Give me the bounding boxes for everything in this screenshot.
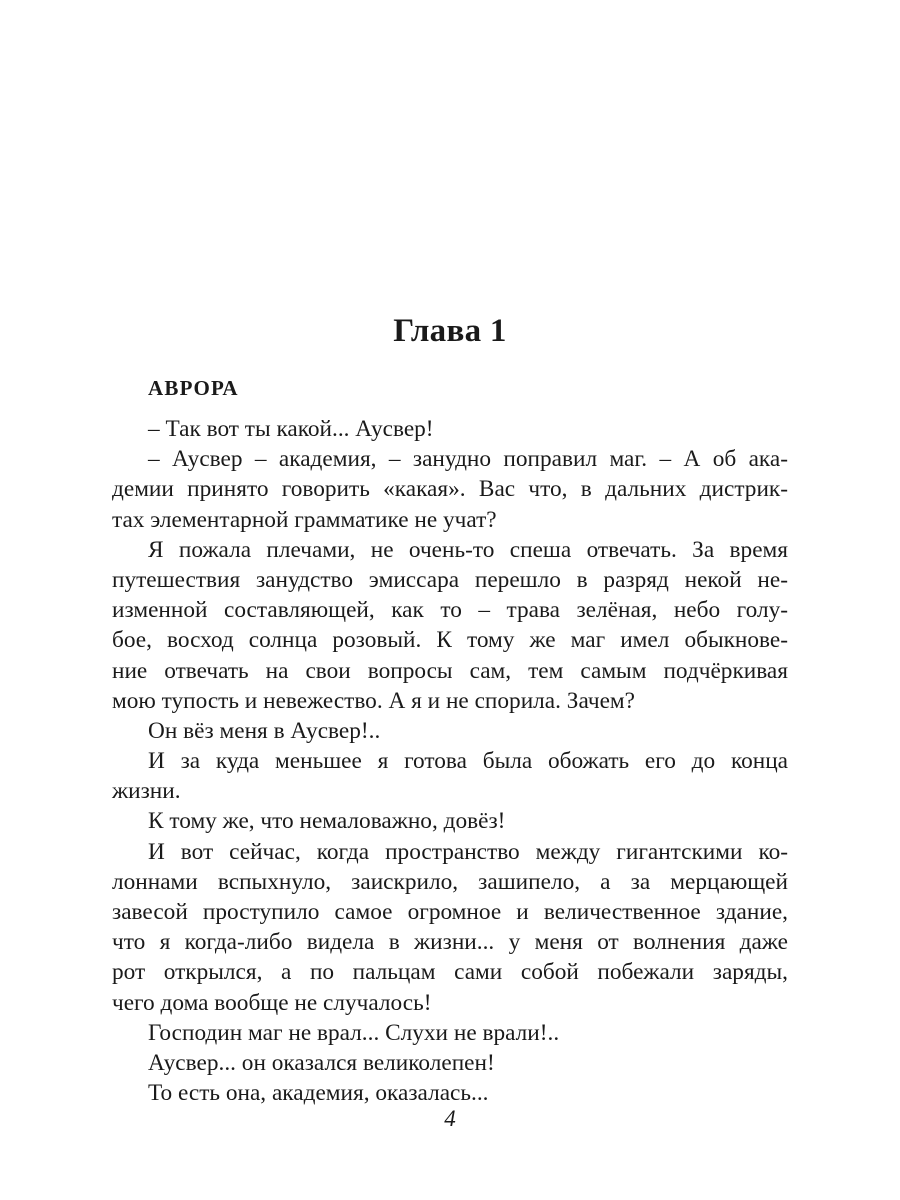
text-line: изменной составляющей, как то – трава зелёная, небо голу- <box>112 597 788 624</box>
text-line: жизни. <box>112 778 181 805</box>
text-line: бое, восход солнца розовый. К тому же маг имел обыкнове- <box>112 627 788 654</box>
text-line: Господин маг не врал... Слухи не врали!.. <box>148 1019 560 1046</box>
section-heading: АВРОРА <box>148 376 239 400</box>
text-line: – Так вот ты какой... Аусвер! <box>148 416 434 442</box>
text-line: завесой проступило самое огромное и величественное здание, <box>112 899 788 925</box>
text-line: лоннами вспыхнуло, заискрило, зашипело, а за мерцающей <box>112 868 788 895</box>
body-text <box>112 414 788 1108</box>
text-line: Я пожала плечами, не очень-то спеша отвечать. За время <box>148 536 788 563</box>
text-line: И вот сейчас, когда пространство между гигантскими ко- <box>148 838 788 865</box>
text-line: Аусвер... он оказался великолепен! <box>148 1049 495 1076</box>
text-line: путешествия занудство эмиссара перешло в разряд некой не- <box>112 566 788 593</box>
text-line: И за куда меньшее я готова была обожать его до конца <box>148 748 788 775</box>
text-line: демии принято говорить «какая». Вас что, в дальних дистрик- <box>112 476 788 503</box>
text-line: что я когда-либо видела в жизни... у меня от волнения даже <box>112 929 788 956</box>
chapter-title: Глава 1 <box>393 313 507 349</box>
page-number: 4 <box>444 1106 456 1131</box>
text-line: мою тупость и невежество. А я и не спорила. Зачем? <box>112 687 635 714</box>
text-line: чего дома вообще не случалось! <box>112 989 432 1016</box>
text-line: тах элементарной грамматике не учат? <box>112 506 497 533</box>
text-line: рот открылся, а по пальцам сами собой побежали заряды, <box>112 959 788 986</box>
text-line: Он вёз меня в Аусвер!.. <box>148 717 381 744</box>
text-line: К тому же, что немаловажно, довёз! <box>148 808 506 835</box>
text-line: – Аусвер – академия, – занудно поправил маг. – А об ака- <box>148 446 788 473</box>
text-line: То есть она, академия, оказалась... <box>148 1080 489 1107</box>
text-line: ние отвечать на свои вопросы сам, тем самым подчёркивая <box>112 657 788 684</box>
